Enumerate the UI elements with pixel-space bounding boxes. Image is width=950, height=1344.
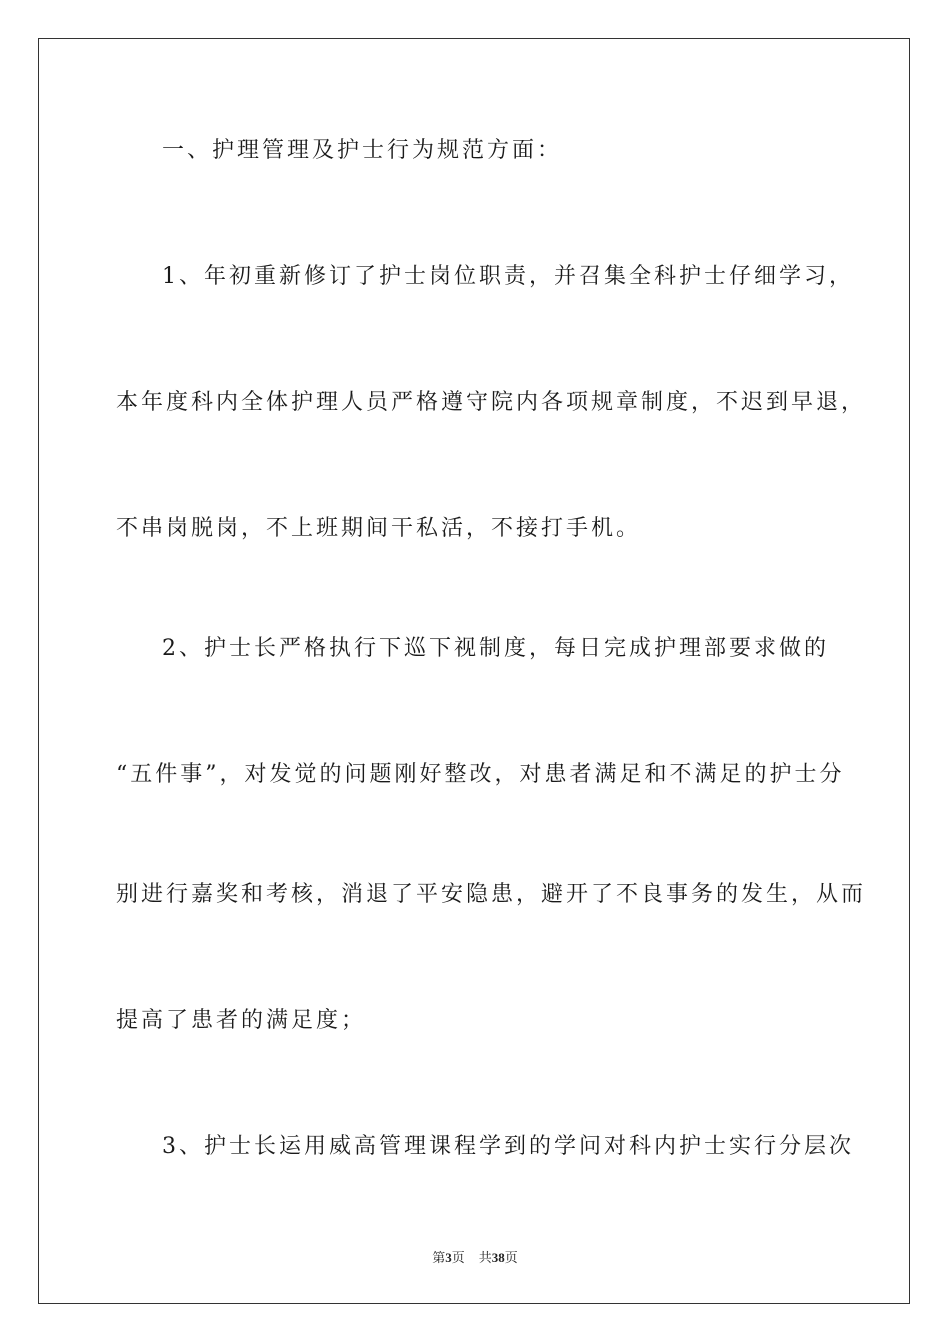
page-number: 3 xyxy=(445,1250,452,1265)
paragraph-line: 别进行嘉奖和考核，消退了平安隐患，避开了不良事务的发生，从而 xyxy=(116,882,867,907)
page-border xyxy=(38,38,910,1304)
paragraph-line: “五件事”，对发觉的问题刚好整改，对患者满足和不满足的护士分 xyxy=(116,762,845,787)
total-pages: 38 xyxy=(491,1250,505,1265)
page-prefix: 第 xyxy=(432,1250,446,1265)
paragraph-line: 3、护士长运用威高管理课程学到的学问对科内护士实行分层次 xyxy=(162,1134,854,1159)
paragraph-line: 本年度科内全体护理人员严格遵守院内各项规章制度，不迟到早退， xyxy=(116,390,867,415)
page-suffix: 页 xyxy=(451,1250,465,1265)
paragraph-line: 2、护士长严格执行下巡下视制度，每日完成护理部要求做的 xyxy=(162,636,829,661)
total-suffix: 页 xyxy=(504,1250,518,1265)
paragraph-line: 不串岗脱岗，不上班期间干私活，不接打手机。 xyxy=(116,516,642,541)
page-footer xyxy=(0,1250,950,1266)
paragraph-line: 1、年初重新修订了护士岗位职责，并召集全科护士仔细学习， xyxy=(162,264,854,289)
total-prefix: 共 xyxy=(478,1250,492,1265)
section-heading: 一、护理管理及护士行为规范方面： xyxy=(162,138,563,163)
paragraph-line: 提高了患者的满足度； xyxy=(116,1008,367,1033)
